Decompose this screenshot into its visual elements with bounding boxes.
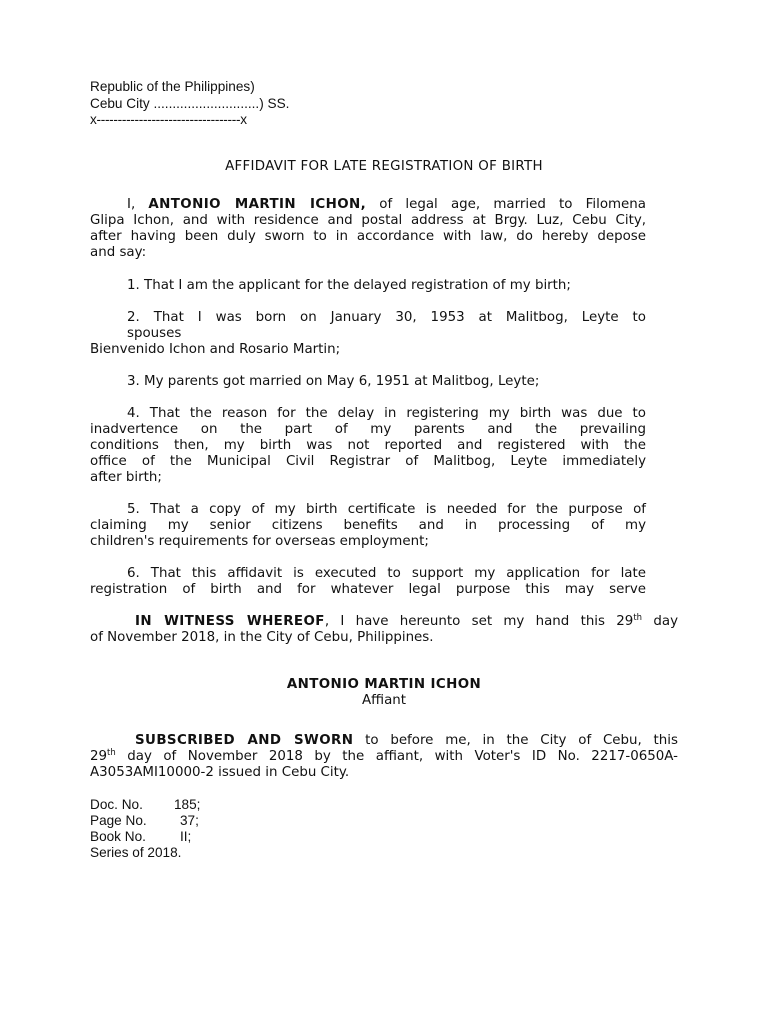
jurat-line-1: SUBSCRIBED AND SWORN to before me, in the City of Cebu, this [135, 733, 678, 748]
item-4-line-3: conditions then, my birth was not reported and registered with the [90, 438, 646, 453]
record-book: Book No. II; [90, 829, 192, 844]
item-6-line-2: registration of birth and for whatever legal purpose this may serve [90, 582, 646, 597]
jurat-line-2: 29th day of November 2018 by the affiant, with Voter's ID No. 2217-0650A- [90, 748, 678, 764]
jurat-line-3: A3053AMI10000-2 issued in Cebu City. [90, 765, 350, 780]
intro-line-3: after having been duly sworn to in accordance with law, do hereby depose [90, 229, 646, 244]
item-1: 1. That I am the applicant for the delayed registration of my birth; [127, 278, 571, 293]
intro-line-1: I, ANTONIO MARTIN ICHON, of legal age, married to Filomena [127, 197, 646, 212]
caption-venue: Cebu City ............................) SS. [90, 96, 290, 111]
witness-heading: IN WITNESS WHEREOF [135, 614, 325, 629]
document-title: AFFIDAVIT FOR LATE REGISTRATION OF BIRTH [225, 159, 543, 174]
record-series: Series of 2018. [90, 845, 182, 860]
item-2-line-3: Bienvenido Ichon and Rosario Martin; [90, 342, 341, 357]
item-4-line-4: office of the Municipal Civil Registrar of Malitbog, Leyte immediately [90, 454, 646, 469]
affiant-label: Affiant [361, 693, 407, 708]
intro-line-4: and say: [90, 245, 147, 260]
item-4-line-1: 4. That the reason for the delay in registering my birth was due to [127, 406, 646, 421]
item-6-line-1: 6. That this affidavit is executed to support my application for late [127, 566, 646, 581]
affiant-name-inline: ANTONIO MARTIN ICHON, [148, 197, 367, 212]
record-page: Page No. 37; [90, 813, 199, 828]
affiant-name: ANTONIO MARTIN ICHON [286, 677, 482, 692]
witness-line-1: IN WITNESS WHEREOF, I have hereunto set my hand this 29th day [135, 613, 678, 629]
item-2-line-2: spouses [127, 326, 182, 341]
witness-line-2: of November 2018, in the City of Cebu, Philippines. [90, 630, 434, 645]
caption-divider: x----------------------------------x [90, 112, 247, 127]
item-5-line-2: claiming my senior citizens benefits and in processing of my [90, 518, 646, 533]
item-5-line-3: children's requirements for overseas employment; [90, 534, 429, 549]
item-4-line-2: inadvertence on the part of my parents and the prevailing [90, 422, 646, 437]
item-5-line-1: 5. That a copy of my birth certificate is needed for the purpose of [127, 502, 646, 517]
item-3: 3. My parents got married on May 6, 1951 at Malitbog, Leyte; [127, 374, 540, 389]
intro-line-2: Glipa Ichon, and with residence and postal address at Brgy. Luz, Cebu City, [90, 213, 646, 228]
item-2-line-1: 2. That I was born on January 30, 1953 at Malitbog, Leyte to [127, 310, 646, 325]
jurat-heading: SUBSCRIBED AND SWORN [135, 733, 354, 748]
caption-republic: Republic of the Philippines) [90, 79, 255, 94]
record-doc: Doc. No. 185; [90, 797, 201, 812]
item-4-line-5: after birth; [90, 470, 162, 485]
